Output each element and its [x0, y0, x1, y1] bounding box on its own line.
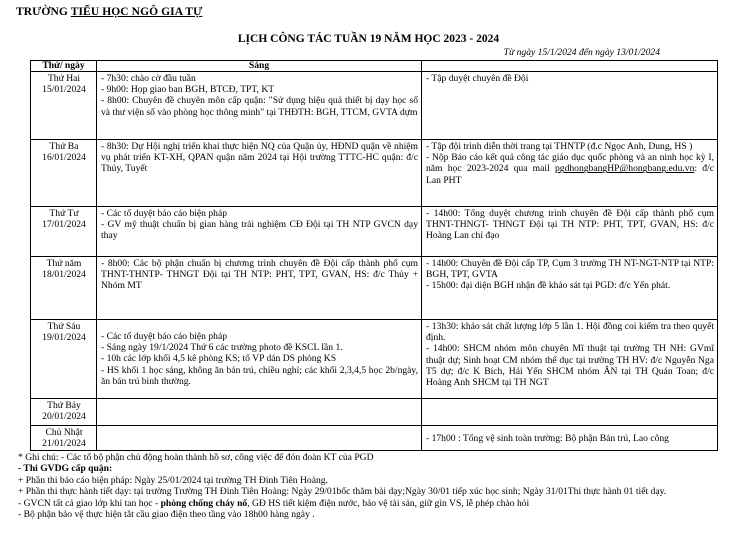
note-line: + Phần thi thực hành tiết dạy: tại trường Trường TH Đinh Tiên Hoàng: Ngày 29/01bốc thăm bài dạy;Ngày 30/01 tiếp xúc học sinh; Ngày 31/01Thi thực hành 01 tiết dạy.: [18, 486, 667, 498]
note-line: + Phần thi báo cáo biện pháp: Ngày 25/01/2024 tại trường TH Đinh Tiên Hoàng.: [18, 474, 328, 486]
list-item: - 7h30: chào cờ đầu tuần: [101, 73, 196, 84]
day-cell: Thứ Hai 15/01/2024: [31, 72, 97, 140]
table-row: [31, 426, 718, 451]
afternoon-cell: [422, 320, 718, 399]
note-line: * Ghi chú: - Các tổ bộ phận chủ động hoàn thành hồ sơ, công việc để đón đoàn KT của PGD: [18, 452, 374, 463]
header-morning: Sáng: [97, 61, 422, 72]
table-row: [31, 72, 718, 140]
afternoon-cell: [422, 207, 718, 257]
list-item: - 13h30: khảo sát chất lượng lớp 5 lần 1. Hội đồng coi kiểm tra theo quyết định.: [426, 321, 714, 344]
list-item: - 8h00: Chuyên đề chuyên môn cấp quận: "Sử dụng hiệu quả thiết bị dạy học số và thư viện số vào phòng học thông minh" tại THĐTH: BGH, TTCM, GVTA dựm: [101, 95, 418, 118]
list-item: - 8h30: Dự Hội nghị triển khai thực hiện NQ của Quận ủy, HĐND quận về nhiệm vụ phát triển KT-XH, QPAN quận năm 2024 tại Hội trường TTTC-HC quận: đ/c Thủy, Tuyết: [101, 141, 418, 175]
header-row: [31, 61, 718, 72]
afternoon-cell: [422, 399, 718, 426]
table-row: [31, 257, 718, 320]
morning-cell: [97, 426, 422, 451]
morning-cell: [97, 257, 422, 320]
table-row: [31, 399, 718, 426]
list-item: - Sáng ngày 19/1/2024 Thứ 6 các trường photo đề KSCL lần 1.: [101, 342, 343, 354]
list-item: - 15h00: đại diện BGH nhận đề khảo sát tại PGD: đ/c Yến phát.: [426, 280, 671, 292]
day-cell: Thứ Sáu 19/01/2024: [31, 320, 97, 399]
list-item: - 9h00: Họp giao ban BGH, BTCĐ, TPT, KT: [101, 84, 275, 96]
list-item: - 10h các lớp khối 4,5 kê phòng KS; tổ VP dán DS phòng KS: [101, 353, 337, 365]
morning-cell: [97, 207, 422, 257]
afternoon-cell: [422, 140, 718, 207]
note-line: - GVCN tất cả giao lớp khi tan học - phòng chống cháy nổ, GĐ HS tiết kiệm điện nước, bảo vệ tài sản, giữ gìn VS, lễ phép chào hỏi: [18, 497, 530, 509]
list-item: - Tập đội trình diễn thời trang tại THNTP (đ.c Ngọc Anh, Dung, HS ): [426, 141, 693, 152]
morning-cell: [97, 320, 422, 399]
list-item: - HS khối 1 học sáng, không ăn bán trú, chiều nghỉ; các khối 2,3,4,5 học 2b/ngày, ăn bán trú bình thường.: [101, 364, 418, 387]
date-range: Từ ngày 15/1/2024 đến ngày 13/01/2024: [503, 47, 660, 58]
email-link[interactable]: pgdhongbangHP@hongbang.edu.vn: [554, 163, 695, 175]
list-item: - Các tổ duyệt báo cáo biện pháp: [101, 208, 228, 219]
afternoon-cell: [422, 426, 718, 451]
list-item: - GV mỹ thuật chuẩn bị gian hàng trải nghiệm CĐ Đội tại TH NTP GVCN dạy thay: [101, 219, 418, 242]
morning-cell: [97, 399, 422, 426]
list-item: - Tập duyệt chuyên đề Đội: [426, 73, 529, 84]
table-row: [31, 320, 718, 399]
schedule-table: [30, 60, 718, 451]
day-cell: Chủ Nhật 21/01/2024: [31, 426, 97, 451]
list-item: - Nộp Báo cáo kết quả công tác giáo dục quốc phòng và an ninh học kỳ I, năm học 2023-2024 qua mail pgdhongbangHP@hongbang.edu.vn: đ/c Lan PHT: [426, 152, 714, 186]
afternoon-cell: [422, 257, 718, 320]
day-cell: Thứ năm 18/01/2024: [31, 257, 97, 320]
page-title: LỊCH CÔNG TÁC TUẦN 19 NĂM HỌC 2023 - 2024: [237, 33, 500, 45]
day-cell: Thứ Tư 17/01/2024: [31, 207, 97, 257]
morning-cell: [97, 140, 422, 207]
day-cell: Thứ Bảy 20/01/2024: [31, 399, 97, 426]
afternoon-cell: [422, 72, 718, 140]
list-item: - Các tổ duyệt báo cáo biện pháp: [101, 330, 228, 342]
note-line: - Bộ phận bảo vệ thực hiện tắt cầu giao điện theo tầng vào 18h00 hàng ngày .: [18, 509, 315, 521]
list-item: - 8h00: Các bộ phận chuẩn bị chương trình chuyên đề Đội cấp thành phố cụm THNT-THNTP- THNGT Đội tại TH NTP: PHT, TPT, GVAN, HS: đ/c Thủy + Nhóm MT: [101, 258, 418, 292]
notes-section: [18, 452, 718, 520]
day-cell: Thứ Ba 16/01/2024: [31, 140, 97, 207]
note-heading: - Thi GVDG cấp quận:: [18, 463, 113, 475]
list-item: - 14h00: Chuyên đề Đội cấp TP, Cụm 3 trường TH NT-NGT-NTP tại NTP: BGH, TPT, GVTA: [426, 258, 714, 281]
list-item: - 17h00 : Tổng vệ sinh toàn trường: Bộ phận Bán trú, Lao công: [426, 432, 669, 444]
list-item: - 14h00: Tổng duyệt chương trình chuyên đề Đội cấp thành phố cụm THNT-THNGT- THNGT Đội tại TH NTP: PHT, TPT, GVAN, HS: đ/c Hoàng Lan chỉ đạo: [426, 208, 714, 242]
header-afternoon: [422, 61, 718, 72]
header-day: Thứ/ ngày: [31, 61, 97, 72]
morning-cell: [97, 72, 422, 140]
table-row: [31, 140, 718, 207]
table-row: [31, 207, 718, 257]
list-item: - 14h00: SHCM nhóm môn chuyên Mĩ thuật tại trường TH NH: GVmĩ thuật dự; Sinh hoạt CM nhóm thể dục tại trường TH HV: đ/c Nguyễn Nga T5 dự; đ/c K Bích, Hải Yến SHCM nhóm ÂN tại TH Quán Toan; đ/c Hoàng Anh SHCM tại TH NGT: [426, 343, 714, 389]
school-name: TRƯỜNG TIỂU HỌC NGÔ GIA TỰ: [16, 6, 203, 18]
